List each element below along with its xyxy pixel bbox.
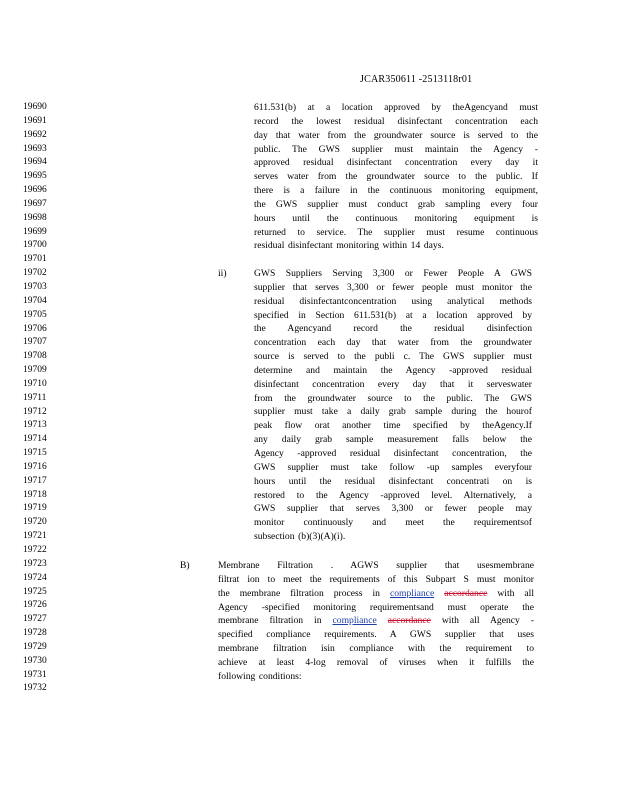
- text-line: monitor continuously and meet the requirementsof: [254, 517, 532, 529]
- paragraph-residual-monitoring: [254, 101, 538, 253]
- line-number: 19698: [23, 212, 47, 223]
- text-line: hours until the continuous monitoring equipment is: [254, 212, 538, 224]
- line-number: 19702: [23, 268, 47, 279]
- item-b-line: membrane filtration isin compliance with the requirement to: [218, 643, 534, 655]
- item-ii-body: [254, 267, 532, 544]
- text-run: membrane filtration in: [218, 615, 322, 627]
- text-line: residual disinfectant monitoring within 14 days.: [254, 240, 444, 252]
- text-line: there is a failure in the continuous monitoring equipment,: [254, 185, 538, 197]
- line-number: 19725: [23, 586, 47, 597]
- line-number: 19699: [23, 226, 47, 237]
- line-number: 19706: [23, 323, 47, 334]
- text-line: subsection (b)(3)(A)(i).: [254, 531, 346, 543]
- item-b-line: [218, 587, 534, 601]
- item-b-line: specified compliance requirements. A GWS supplier that uses: [218, 629, 534, 641]
- text-line: Agency -approved residual disinfectant concentration, the: [254, 447, 532, 459]
- text-line: day that water from the groundwater source is served to the: [254, 129, 538, 141]
- text-line: public. The GWS supplier must maintain the Agency -: [254, 143, 538, 155]
- text-line: hours until the residual disinfectant concentrati on is: [254, 475, 532, 487]
- item-b-marker: B): [180, 560, 190, 571]
- line-number: 19718: [23, 489, 47, 500]
- line-number: 19729: [23, 641, 47, 652]
- line-number: 19713: [23, 420, 47, 431]
- line-number: 19719: [23, 503, 47, 514]
- inserted-text: compliance: [332, 615, 377, 627]
- line-number: 19724: [23, 572, 47, 583]
- line-number: 19710: [23, 378, 47, 389]
- line-number: 19716: [23, 461, 47, 472]
- text-line: the Agencyand record the residual disinfection: [254, 323, 532, 335]
- text-line: GWS supplier that serves 3,300 or fewer people may: [254, 503, 532, 515]
- text-line: specified in Section 611.531(b) at a location approved by: [254, 309, 532, 321]
- line-number: 19703: [23, 281, 47, 292]
- text-line: residual disinfectantconcentration using analytical methods: [254, 295, 532, 307]
- line-number: 19714: [23, 434, 47, 445]
- line-number: 19712: [23, 406, 47, 417]
- text-line: the GWS supplier must conduct grab sampling every four: [254, 198, 538, 210]
- deleted-text: accordance: [444, 587, 488, 599]
- line-number: 19694: [23, 157, 47, 168]
- item-ii-marker: ii): [218, 268, 227, 279]
- line-number: 19705: [23, 309, 47, 320]
- text-line: source is served to the publi c. The GWS supplier must: [254, 351, 532, 363]
- line-number: 19711: [23, 392, 47, 403]
- line-number: 19704: [23, 295, 47, 306]
- text-line: supplier must take a daily grab sample during the hourof: [254, 406, 532, 418]
- line-number: 19701: [23, 254, 47, 265]
- item-b-line: Agency -specified monitoring requirementsand must operate the: [218, 601, 534, 613]
- text-line: GWS Suppliers Serving 3,300 or Fewer People A GWS: [254, 268, 532, 279]
- text-line: determine and maintain the Agency -approved residual: [254, 364, 532, 376]
- text-line: serves water from the groundwater source to the public. If: [254, 171, 538, 183]
- line-number: 19697: [23, 198, 47, 209]
- deleted-text: accordance: [387, 615, 431, 627]
- line-number: 19723: [23, 558, 47, 569]
- line-number-column: [23, 101, 47, 696]
- text-line: concentration each day that water from the groundwater: [254, 337, 532, 349]
- text-line: restored to the Agency -approved level. Alternatively, a: [254, 489, 532, 501]
- line-number: 19717: [23, 475, 47, 486]
- text-line: disinfectant concentration every day that it serveswater: [254, 378, 532, 390]
- text-line: GWS supplier must take follow -up samples everyfour: [254, 461, 532, 473]
- line-number: 19696: [23, 185, 47, 196]
- item-b-line: achieve at least 4-log removal of viruses when it fulfills the: [218, 656, 534, 668]
- line-number: 19707: [23, 337, 47, 348]
- text-line: returned to service. The supplier must resume continuous: [254, 226, 538, 238]
- line-number: 19732: [23, 683, 47, 694]
- item-b-line: following conditions:: [218, 670, 302, 682]
- line-number: 19730: [23, 655, 47, 666]
- line-number: 19692: [23, 129, 47, 140]
- line-number: 19709: [23, 365, 47, 376]
- item-b-line: [218, 614, 534, 628]
- line-number: 19731: [23, 669, 47, 680]
- text-line: approved residual disinfectant concentration every day it: [254, 157, 538, 169]
- text-line: any daily grab sample measurement falls below the: [254, 434, 532, 446]
- line-number: 19708: [23, 351, 47, 362]
- item-b-line: filtrat ion to meet the requirements of this Subpart S must monitor: [218, 573, 534, 585]
- line-number: 19728: [23, 628, 47, 639]
- text-line: record the lowest residual disinfectant concentration each: [254, 115, 538, 127]
- line-number: 19721: [23, 531, 47, 542]
- text-run: with all: [497, 587, 534, 599]
- text-line: supplier that serves 3,300 or fewer people must monitor the: [254, 281, 532, 293]
- line-number: 19727: [23, 614, 47, 625]
- line-number: 19700: [23, 240, 47, 251]
- item-b-body: [218, 559, 534, 684]
- line-number: 19720: [23, 517, 47, 528]
- text-line: peak flow orat another time specified by theAgency.If: [254, 420, 532, 432]
- line-number: 19726: [23, 600, 47, 611]
- line-number: 19691: [23, 115, 47, 126]
- text-run: with all Agency -: [441, 615, 534, 627]
- document-id-header: JCAR350611 -2513118r01: [360, 74, 473, 85]
- text-run: the membrane filtration process in: [218, 587, 380, 599]
- line-number: 19715: [23, 448, 47, 459]
- inserted-text: compliance: [389, 587, 435, 599]
- line-number: 19693: [23, 143, 47, 154]
- line-number: 19722: [23, 545, 47, 555]
- text-line: from the groundwater source to the public. The GWS: [254, 392, 532, 404]
- line-number: 19690: [23, 102, 47, 112]
- item-b-line: Membrane Filtration . AGWS supplier that usesmembrane: [218, 560, 534, 571]
- line-number: 19695: [23, 171, 47, 182]
- text-line: 611.531(b) at a location approved by theAgencyand must: [254, 102, 538, 113]
